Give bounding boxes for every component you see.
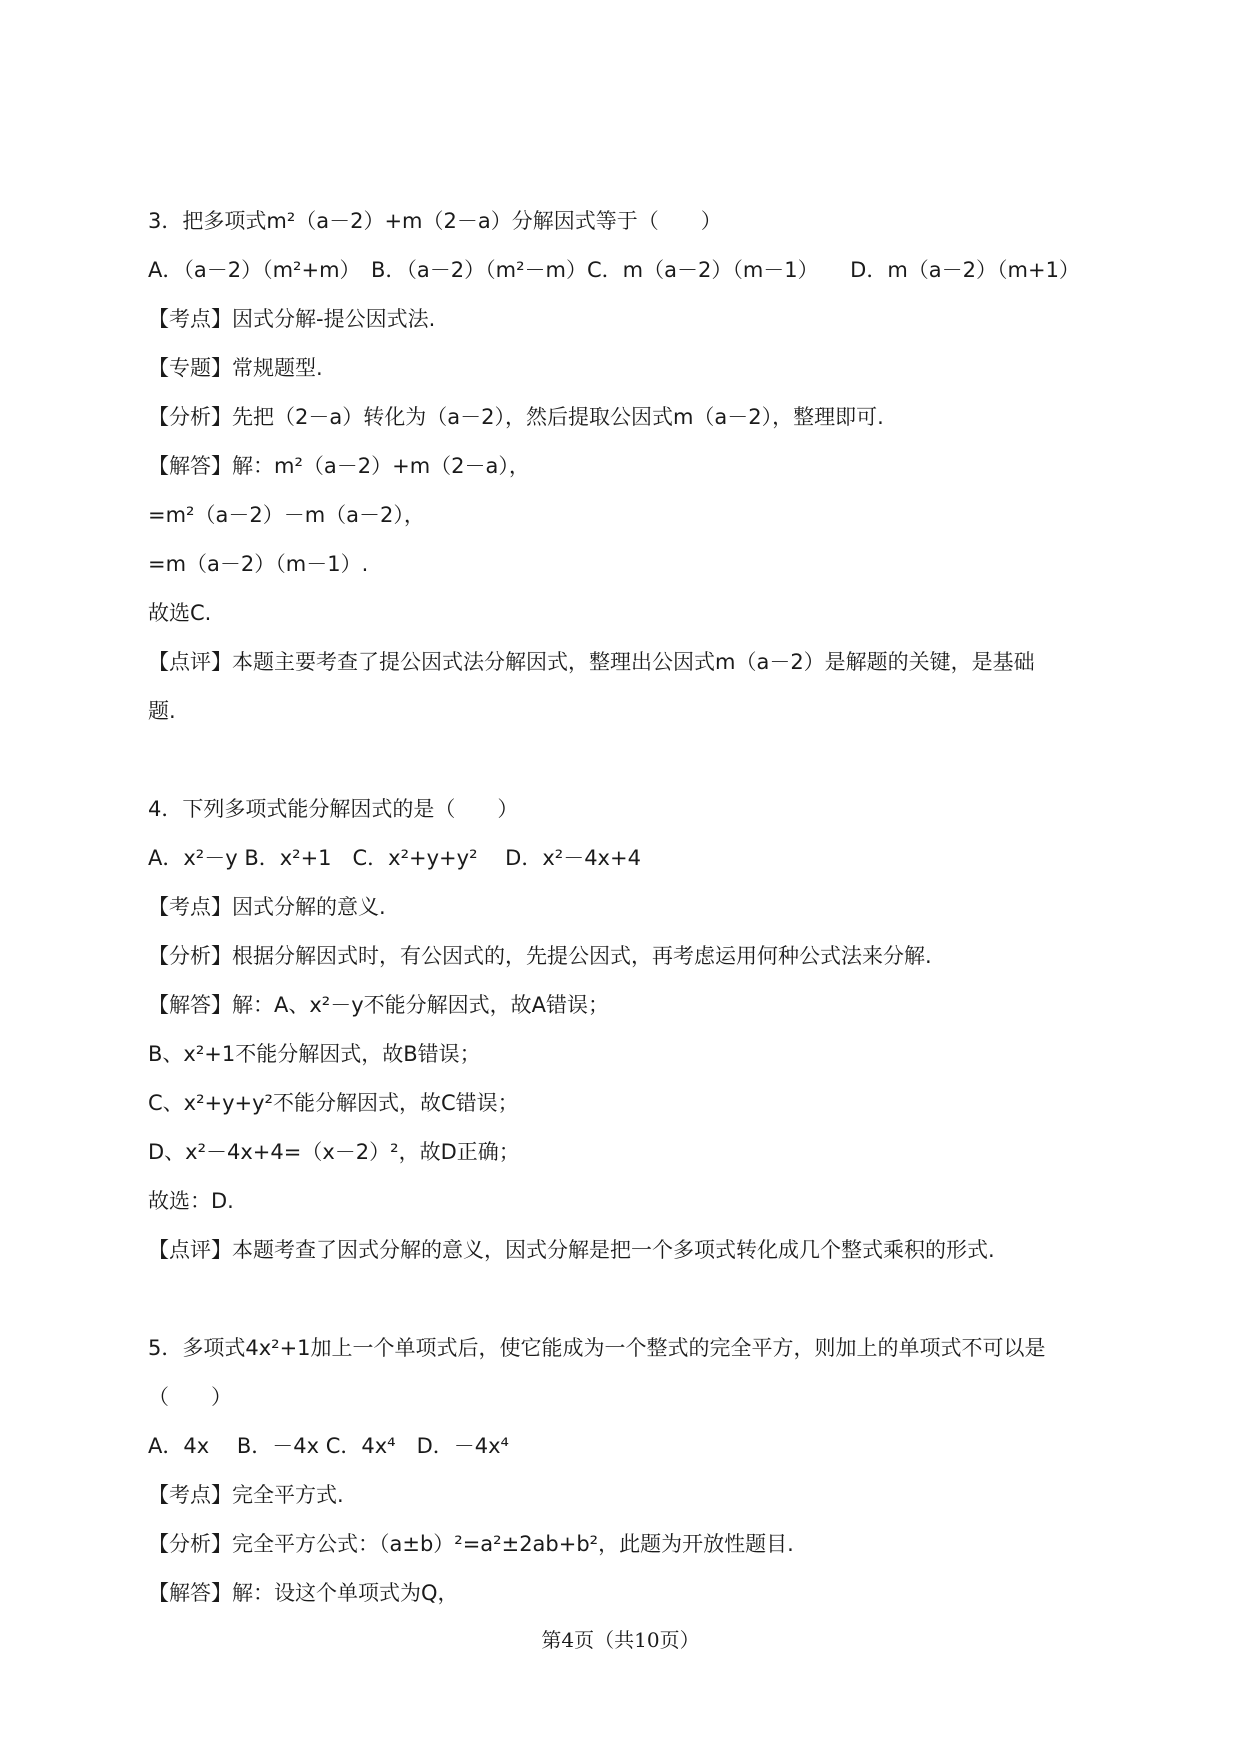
- q3-step-2: =m（a－2）（m－1）.: [148, 552, 369, 576]
- q5-stem: 5．多项式4x²+1加上一个单项式后，使它能成为一个整式的完全平方，则加上的单项式不可以是: [148, 1336, 1046, 1360]
- q4-jieda: 【解答】解：A、x²－y不能分解因式，故A错误；: [148, 993, 610, 1017]
- q5-kaodian: 【考点】完全平方式.: [148, 1483, 344, 1507]
- q4-options: A．x²－y B．x²+1 C．x²+y+y² D．x²－4x+4: [148, 846, 641, 870]
- q3-dianping: 【点评】本题主要考查了提公因式法分解因式，整理出公因式m（a－2）是解题的关键，是基础: [148, 650, 1035, 674]
- q5-options: A．4x B．－4x C．4x⁴ D．－4x⁴: [148, 1434, 509, 1458]
- q4-dianping: 【点评】本题考查了因式分解的意义，因式分解是把一个多项式转化成几个整式乘积的形式.: [148, 1238, 995, 1262]
- q3-options: A．（a－2）（m²+m） B．（a－2）（m²－m）C．m（a－2）（m－1） D．m（a－2）（m+1）: [148, 258, 1080, 282]
- q3-answer: 故选C.: [148, 601, 212, 625]
- page-footer: 第4页（共10页）: [541, 1628, 700, 1652]
- q4-step-b: B、x²+1不能分解因式，故B错误；: [148, 1042, 481, 1066]
- q3-stem: 3．把多项式m²（a－2）+m（2－a）分解因式等于（ ）: [148, 209, 722, 233]
- q4-fenxi: 【分析】根据分解因式时，有公因式的，先提公因式，再考虑运用何种公式法来分解.: [148, 944, 932, 968]
- q3-zhuanti: 【专题】常规题型.: [148, 356, 323, 380]
- q3-dianping-cont: 题.: [148, 699, 176, 723]
- q3-fenxi: 【分析】先把（2－a）转化为（a－2），然后提取公因式m（a－2），整理即可.: [148, 405, 884, 429]
- q3-jieda: 【解答】解：m²（a－2）+m（2－a），: [148, 454, 530, 478]
- q4-kaodian: 【考点】因式分解的意义.: [148, 895, 386, 919]
- q5-stem-paren: （ ）: [148, 1385, 232, 1409]
- q3-step-1: =m²（a－2）－m（a－2），: [148, 503, 425, 527]
- q5-jieda: 【解答】解：设这个单项式为Q，: [148, 1581, 459, 1605]
- q3-kaodian: 【考点】因式分解-提公因式法.: [148, 307, 436, 331]
- q5-fenxi: 【分析】完全平方公式：（a±b）²=a²±2ab+b²，此题为开放性题目.: [148, 1532, 794, 1556]
- q4-step-c: C、x²+y+y²不能分解因式，故C错误；: [148, 1091, 519, 1115]
- q4-step-d: D、x²－4x+4=（x－2）²，故D正确；: [148, 1140, 520, 1164]
- q4-stem: 4．下列多项式能分解因式的是（ ）: [148, 797, 519, 821]
- q4-answer: 故选：D.: [148, 1189, 234, 1213]
